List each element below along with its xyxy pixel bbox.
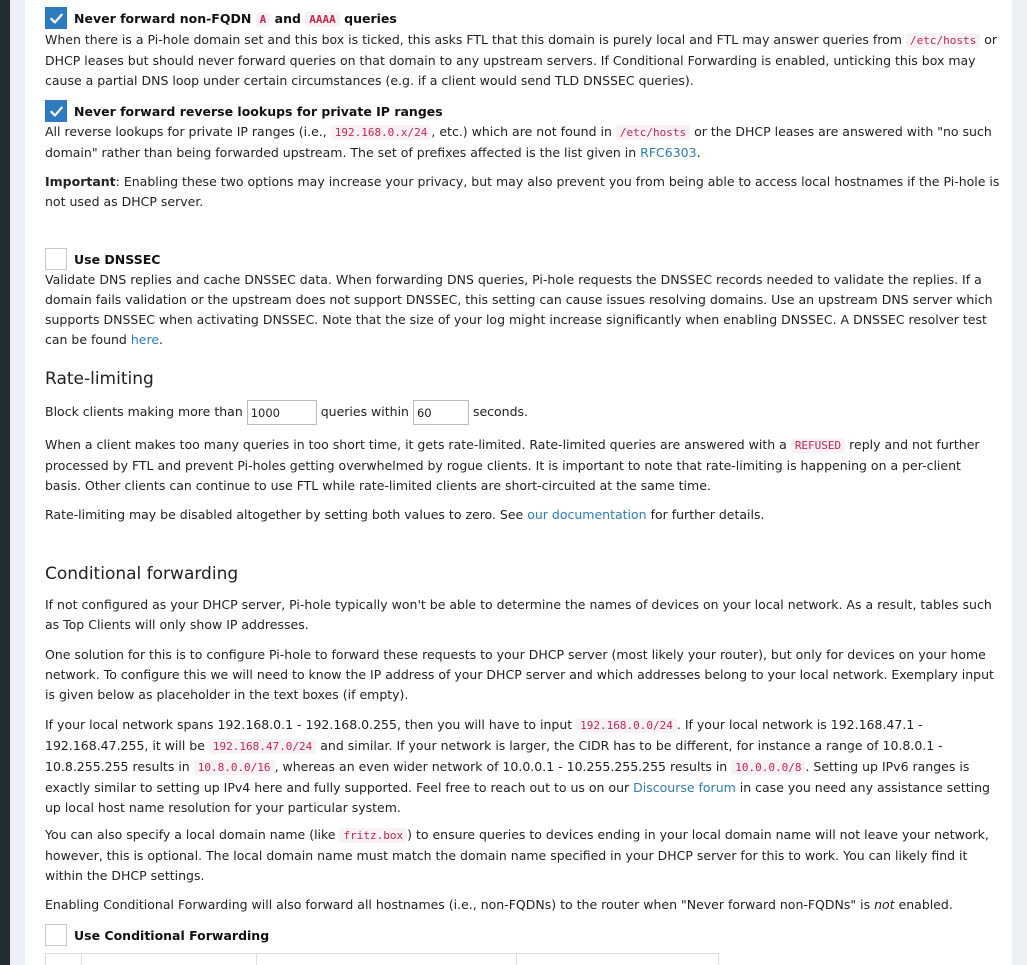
discourse-forum-link[interactable]: Discourse forum	[633, 780, 736, 795]
rate-limit-note	[45, 505, 1000, 525]
code-cidr-10-0: 10.0.0.0/8	[731, 760, 805, 775]
rate-desc-part2: reply and not further processed by FTL and prevent Pi-holes getting overwhelmed by rogue clients. It is important to note that rate-limiting is happening on a per-client basis. Other clients can continue to use FTL while rate-limited clients are short-circuited at the same time.	[45, 437, 980, 493]
dnssec-desc-text: Validate DNS replies and cache DNSSEC data. When forwarding DNS queries, Pi-hole requests the DNSSEC records needed to validate the replies. If a domain fails validation or the upstream does not support DNSSEC, this setting can cause issues resolving domains. Use an upstream DNS server which supports DNSSEC when activating DNSSEC. Note that the size of your log might increase significantly when enabling DNSSEC. A DNSSEC resolver test can be found	[45, 272, 993, 347]
nofqdn-label-and: and	[274, 10, 301, 26]
rate-limit-post-text: seconds.	[472, 404, 529, 419]
cf-p5-emphasis: not	[874, 897, 895, 912]
dns-settings-panel	[25, 0, 1012, 965]
table-column-divider	[81, 954, 82, 965]
cf-paragraph-1: If not configured as your DHCP server, Pi-hole typically won't be able to determine the names of devices on your local network. As a result, tables such as Top Clients will only show IP addresses.	[45, 597, 992, 632]
checkmark-icon	[49, 11, 64, 26]
cf-p3-part2: . If your local network is 192.168.47.1 - 192.168.47.255, it will be	[45, 717, 923, 753]
table-column-divider	[256, 954, 257, 965]
use-conditional-forwarding-checkbox[interactable]	[45, 924, 67, 946]
nofqdn-desc-part1: When there is a Pi-hole domain set and this box is ticked, this asks FTL that this domain is purely local and FTL may answer queries from	[45, 32, 902, 47]
code-cidr-192-168-0: 192.168.0.0/24	[576, 718, 677, 733]
important-note	[45, 172, 1000, 212]
bogus-desc-end: .	[696, 145, 701, 160]
dnssec-label[interactable]: Use DNSSEC	[74, 251, 161, 267]
rate-desc-part1: When a client makes too many queries in too short time, it gets rate-limited. Rate-limited queries are answered with a	[45, 437, 787, 452]
cf-p4-part1: You can also specify a local domain name (like	[45, 827, 336, 842]
cf-p3-part4: , whereas an even wider network of 10.0.0.1 - 10.255.255.255 results in	[274, 759, 728, 774]
bogus-priv-description	[45, 122, 1000, 163]
nofqdn-desc-part2: or DHCP leases but should never forward queries on that domain to any upstream servers. If Conditional Forwarding is enabled, unticking this box may cause a partial DNS loop under certain circumstances (e.g. if a client would send TLD DNSSEC queries).	[45, 32, 997, 88]
code-fritz-box: fritz.box	[339, 828, 407, 843]
nofqdn-checkbox[interactable]	[45, 7, 67, 29]
rate-note-part2: for further details.	[650, 507, 765, 522]
code-cidr-192-168-47: 192.168.47.0/24	[209, 739, 316, 754]
documentation-link[interactable]: our documentation	[527, 507, 647, 522]
cf-p3-part5: . Setting up IPv6 ranges is exactly similar to setting up IPv4 here and fully supported. Feel free to reach out to us on our	[45, 759, 970, 795]
dnssec-checkbox[interactable]	[45, 248, 67, 270]
cf-paragraph-4	[45, 825, 1000, 886]
dnssec-description	[45, 270, 1000, 350]
rate-limit-description	[45, 435, 1000, 496]
bogus-priv-checkbox[interactable]	[45, 100, 67, 122]
cf-p5-part1: Enabling Conditional Forwarding will also forward all hostnames (i.e., non-FQDNs) to the router when "Never forward non-FQDNs" is	[45, 897, 871, 912]
use-conditional-forwarding-label[interactable]: Use Conditional Forwarding	[74, 927, 270, 943]
rate-limit-pre-text: Block clients making more than	[45, 404, 243, 419]
rate-note-part1: Rate-limiting may be disabled altogether by setting both values to zero. See	[45, 507, 524, 522]
cf-paragraph-5	[45, 895, 1000, 915]
checkmark-icon	[49, 104, 64, 119]
cf-p5-part2: enabled.	[898, 897, 953, 912]
bogus-priv-option[interactable]	[45, 100, 443, 122]
cf-p3-part1: If your local network spans 192.168.0.1 - 192.168.0.255, then you will have to input	[45, 717, 573, 732]
dnssec-test-link[interactable]: here	[130, 332, 160, 347]
bogus-desc-part1: All reverse lookups for private IP ranges (i.e.,	[45, 124, 327, 139]
page-gutter-left	[10, 0, 25, 965]
code-refused: REFUSED	[791, 438, 845, 453]
rate-limit-mid-text: queries within	[320, 404, 409, 419]
table-column-divider	[516, 954, 517, 965]
use-conditional-forwarding-option[interactable]	[45, 924, 269, 946]
nofqdn-option[interactable]	[45, 7, 397, 29]
cf-p3-part6: in case you need any assistance setting up local host name resolution for your particular system.	[45, 780, 990, 815]
bogus-priv-label[interactable]: Never forward reverse lookups for private IP ranges	[74, 103, 443, 119]
rfc6303-link[interactable]: RFC6303	[640, 145, 697, 160]
rate-limit-count-input[interactable]	[247, 400, 317, 425]
important-label: Important	[45, 174, 116, 189]
code-etc-hosts: /etc/hosts	[616, 125, 690, 140]
rate-limit-interval-input[interactable]	[413, 400, 469, 425]
code-cidr-10-8: 10.8.0.0/16	[194, 760, 275, 775]
bogus-desc-part3: or the DHCP leases are answered with "no such domain" rather than being forwarded upstream. The set of prefixes affected is the list given in	[45, 124, 992, 160]
conditional-forwarding-table	[45, 953, 719, 965]
bogus-desc-part2: , etc.) which are not found in	[431, 124, 612, 139]
rate-limiting-heading: Rate-limiting	[45, 369, 154, 389]
code-a-record: A	[256, 12, 271, 27]
dnssec-desc-end: .	[159, 332, 163, 347]
nofqdn-label-post: queries	[344, 10, 397, 26]
cf-paragraph-3	[45, 715, 1000, 818]
conditional-forwarding-heading: Conditional forwarding	[45, 564, 239, 584]
dnssec-option[interactable]	[45, 248, 160, 270]
nofqdn-label-text: Never forward non-FQDN	[74, 10, 252, 26]
cf-p3-part3: and similar. If your network is larger, the CIDR has to be different, for instance a range of 10.8.0.1 - 10.8.255.255 results in	[45, 738, 943, 774]
cf-paragraph-2: One solution for this is to configure Pi-hole to forward these requests to your DHCP server (most likely your router), but only for devices on your home network. To configure this we will need to know the IP address of your DHCP server and which addresses belong to your local network. Exemplary input is given below as placeholder in the text boxes (if empty).	[45, 647, 994, 702]
code-aaaa-record: AAAA	[305, 12, 340, 27]
page-gutter-right	[1012, 0, 1027, 965]
cf-p4-part2: ) to ensure queries to devices ending in your local domain name will not leave your network, however, this is optional. The local domain name must match the domain name specified in your DHCP server for this to work. You can likely find it within the DHCP settings.	[45, 827, 989, 883]
rate-limit-form	[45, 399, 1000, 425]
nofqdn-description	[45, 30, 1000, 91]
nofqdn-label[interactable]	[74, 11, 397, 26]
sidebar-edge	[0, 0, 10, 965]
important-text: : Enabling these two options may increase your privacy, but may also prevent you from being able to access local hostnames if the Pi-hole is not used as DHCP server.	[45, 174, 1000, 209]
code-etc-hosts: /etc/hosts	[906, 33, 980, 48]
code-private-range: 192.168.0.x/24	[331, 125, 432, 140]
